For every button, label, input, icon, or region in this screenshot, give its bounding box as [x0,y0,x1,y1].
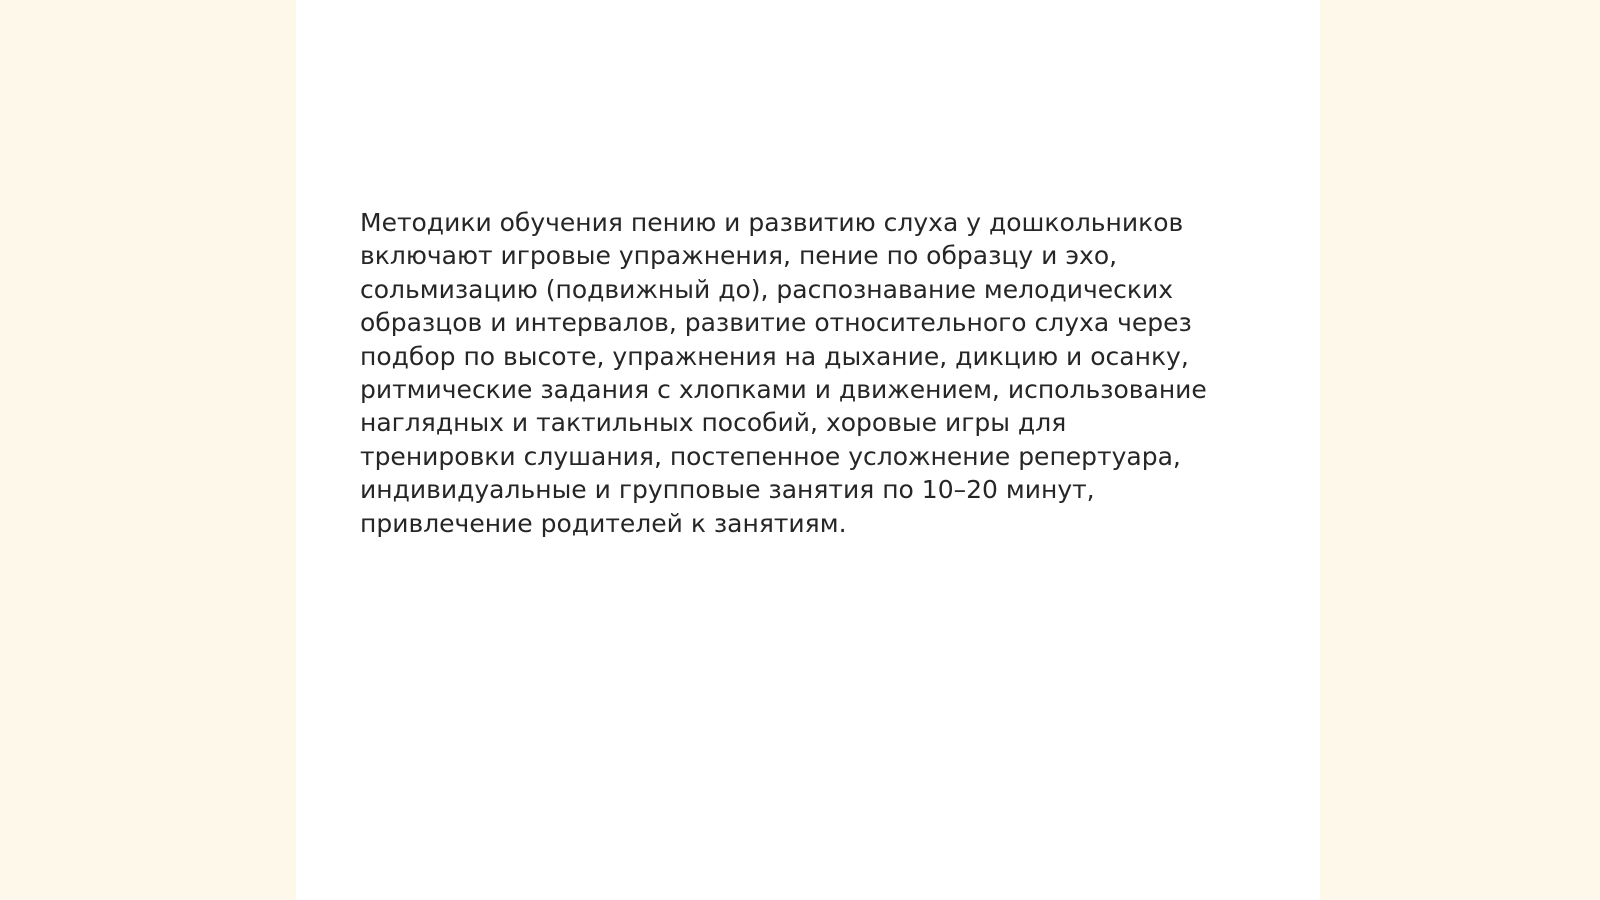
paragraph-line-6: ритмические задания с хлопками и движением, использование [360,375,1207,405]
paragraph-line-4: образцов и интервалов, развитие относительного слуха через [360,308,1192,338]
paragraph-line-10: привлечение родителей к занятиям. [360,508,847,538]
document-paragraph [360,206,1260,540]
paragraph-line-9: индивидуальные и групповые занятия по 10–20 минут, [360,475,1095,505]
paragraph-line-3: сольмизацию (подвижный до), распознавание мелодических [360,274,1174,304]
paragraph-line-8: тренировки слушания, постепенное усложнение репертуара, [360,441,1181,471]
paragraph-line-7: наглядных и тактильных пособий, хоровые игры для [360,408,1067,438]
document-sheet [296,0,1320,900]
paragraph-line-1: Методики обучения пению и развитию слуха у дошкольников [360,208,1184,237]
paragraph-line-2: включают игровые упражнения, пение по образцу и эхо, [360,241,1118,271]
paragraph-line-5: подбор по высоте, упражнения на дыхание, дикцию и осанку, [360,341,1189,371]
